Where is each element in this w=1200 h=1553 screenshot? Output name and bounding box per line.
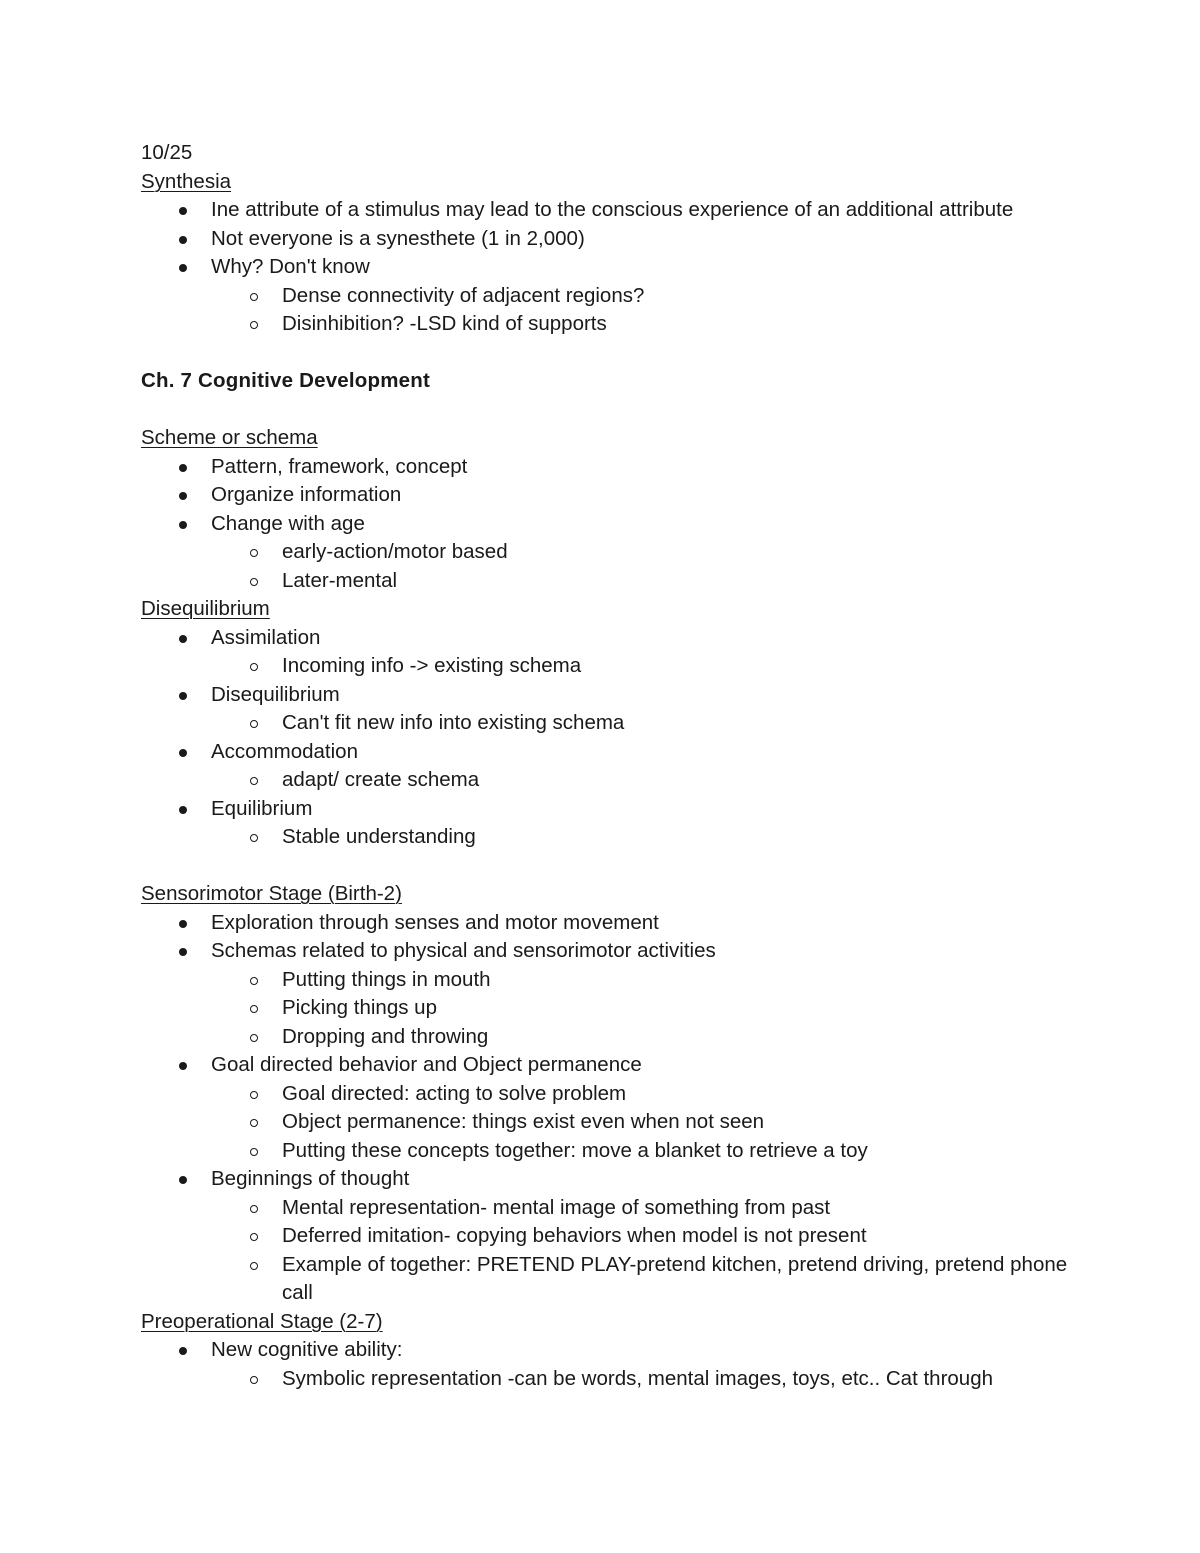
sub-list-item-text: Dropping and throwing xyxy=(282,1024,489,1048)
list-item-text: Assimilation xyxy=(211,625,321,649)
hollow-bullet-icon xyxy=(250,1233,258,1241)
filled-bullet-icon xyxy=(179,207,187,215)
sub-list-item-text: Mental representation- mental image of something from past xyxy=(282,1195,831,1219)
sub-bullet-list xyxy=(211,538,1081,595)
list-item xyxy=(141,196,1081,225)
list-item-text: New cognitive ability: xyxy=(211,1338,403,1361)
filled-bullet-icon xyxy=(179,1176,187,1184)
hollow-bullet-icon xyxy=(250,1119,258,1127)
sub-list-item xyxy=(141,1251,1081,1308)
filled-bullet-icon xyxy=(179,692,187,700)
filled-bullet-icon xyxy=(179,464,187,472)
bullet-list xyxy=(141,909,1081,1308)
hollow-bullet-icon xyxy=(250,977,258,985)
document-page xyxy=(141,139,1081,1393)
hollow-bullet-icon xyxy=(250,1005,258,1013)
sub-list-item xyxy=(141,1194,1081,1223)
list-item xyxy=(141,738,1081,795)
list-item-text: Beginnings of thought xyxy=(211,1167,410,1190)
sub-list-item-text: Symbolic representation -can be words, mental images, toys, etc.. Cat through xyxy=(282,1366,994,1390)
list-item-text: Equilibrium xyxy=(211,796,313,820)
list-item xyxy=(141,937,1081,1051)
list-item xyxy=(141,1165,1081,1308)
list-item-text: Schemas related to physical and sensorimotor activities xyxy=(211,939,716,962)
sub-list-item xyxy=(141,282,1081,311)
list-item-text: Organize information xyxy=(211,483,402,506)
filled-bullet-icon xyxy=(179,521,187,529)
sub-list-item-text: adapt/ create schema xyxy=(282,768,480,791)
sub-list-item xyxy=(141,1023,1081,1052)
sub-list-item xyxy=(141,652,1081,681)
section-heading-disequilibrium: Disequilibrium xyxy=(141,597,270,620)
hollow-bullet-icon xyxy=(250,1262,258,1270)
date-label: 10/25 xyxy=(141,141,193,164)
sub-list-item-text: Stable understanding xyxy=(282,825,476,848)
sub-list-item-text: Can't fit new info into existing schema xyxy=(282,711,625,734)
filled-bullet-icon xyxy=(179,948,187,956)
sub-list-item-text: Putting these concepts together: move a blanket to retrieve a toy xyxy=(282,1138,868,1162)
hollow-bullet-icon xyxy=(250,834,258,842)
list-item xyxy=(141,225,1081,254)
filled-bullet-icon xyxy=(179,920,187,928)
sub-list-item xyxy=(141,310,1081,339)
list-item-text: Why? Don't know xyxy=(211,255,370,278)
sub-list-item xyxy=(141,1365,1081,1394)
list-item xyxy=(141,624,1081,681)
sub-list-item xyxy=(141,1137,1081,1166)
sub-list-item-text: Dense connectivity of adjacent regions? xyxy=(282,283,645,307)
filled-bullet-icon xyxy=(179,1347,187,1355)
hollow-bullet-icon xyxy=(250,1205,258,1213)
sub-bullet-list xyxy=(211,1365,1081,1394)
chapter-title: Ch. 7 Cognitive Development xyxy=(141,369,431,392)
sub-bullet-list xyxy=(211,966,1081,1052)
list-item-text: Change with age xyxy=(211,511,365,535)
sub-list-item xyxy=(141,538,1081,567)
spacer xyxy=(141,852,1081,881)
filled-bullet-icon xyxy=(179,236,187,244)
sub-bullet-list xyxy=(211,823,1081,852)
hollow-bullet-icon xyxy=(250,578,258,586)
sub-list-item xyxy=(141,766,1081,795)
section-heading-synthesia: Synthesia xyxy=(141,169,232,193)
filled-bullet-icon xyxy=(179,492,187,500)
section-heading-sensorimotor: Sensorimotor Stage (Birth-2) xyxy=(141,882,402,905)
sub-list-item-text: Deferred imitation- copying behaviors when model is not present xyxy=(282,1224,867,1247)
bullet-list xyxy=(141,624,1081,852)
list-item xyxy=(141,481,1081,510)
spacer xyxy=(141,396,1081,425)
sub-list-item-text: Putting things in mouth xyxy=(282,967,491,991)
list-item xyxy=(141,510,1081,596)
bullet-list xyxy=(141,196,1081,339)
sub-list-item-text: Object permanence: things exist even when not seen xyxy=(282,1110,765,1133)
hollow-bullet-icon xyxy=(250,321,258,329)
hollow-bullet-icon xyxy=(250,663,258,671)
sub-bullet-list xyxy=(211,652,1081,681)
sub-bullet-list xyxy=(211,766,1081,795)
sub-bullet-list xyxy=(211,709,1081,738)
bullet-list xyxy=(141,453,1081,596)
sub-list-item-text: Goal directed: acting to solve problem xyxy=(282,1081,627,1105)
list-item xyxy=(141,795,1081,852)
sub-list-item-text: Disinhibition? -LSD kind of supports xyxy=(282,312,607,335)
sub-list-item-text: Later-mental xyxy=(282,568,398,592)
section-heading-preoperational: Preoperational Stage (2-7) xyxy=(141,1309,383,1333)
list-item-text: Not everyone is a synesthete (1 in 2,000) xyxy=(211,226,585,250)
sub-bullet-list xyxy=(211,1194,1081,1308)
filled-bullet-icon xyxy=(179,806,187,814)
sub-list-item xyxy=(141,823,1081,852)
list-item xyxy=(141,1051,1081,1165)
sub-list-item-text: Example of together: PRETEND PLAY-pretend kitchen, pretend driving, pretend phone call xyxy=(282,1252,1068,1304)
list-item-text: Goal directed behavior and Object permanence xyxy=(211,1053,642,1076)
list-item-text: Disequilibrium xyxy=(211,682,340,706)
sub-bullet-list xyxy=(211,282,1081,339)
sub-list-item xyxy=(141,1108,1081,1137)
section-heading-scheme: Scheme or schema xyxy=(141,426,318,449)
list-item xyxy=(141,453,1081,482)
list-item xyxy=(141,681,1081,738)
filled-bullet-icon xyxy=(179,1062,187,1070)
sub-list-item xyxy=(141,567,1081,596)
list-item xyxy=(141,253,1081,339)
sub-list-item-text: Picking things up xyxy=(282,996,437,1019)
hollow-bullet-icon xyxy=(250,777,258,785)
filled-bullet-icon xyxy=(179,749,187,757)
list-item-text: Accommodation xyxy=(211,739,358,763)
hollow-bullet-icon xyxy=(250,1148,258,1156)
filled-bullet-icon xyxy=(179,635,187,643)
hollow-bullet-icon xyxy=(250,549,258,557)
spacer xyxy=(141,339,1081,368)
hollow-bullet-icon xyxy=(250,1034,258,1042)
hollow-bullet-icon xyxy=(250,1376,258,1384)
sub-list-item xyxy=(141,1222,1081,1251)
list-item-text: Exploration through senses and motor movement xyxy=(211,910,659,934)
sub-list-item xyxy=(141,709,1081,738)
list-item-text: Ine attribute of a stimulus may lead to the conscious experience of an additional attribute xyxy=(211,198,1014,221)
bullet-list xyxy=(141,1336,1081,1393)
filled-bullet-icon xyxy=(179,264,187,272)
sub-list-item xyxy=(141,1080,1081,1109)
sub-list-item xyxy=(141,994,1081,1023)
hollow-bullet-icon xyxy=(250,1091,258,1099)
sub-list-item xyxy=(141,966,1081,995)
hollow-bullet-icon xyxy=(250,293,258,301)
list-item xyxy=(141,1336,1081,1393)
sub-list-item-text: early-action/motor based xyxy=(282,540,508,563)
list-item xyxy=(141,909,1081,938)
hollow-bullet-icon xyxy=(250,720,258,728)
list-item-text: Pattern, framework, concept xyxy=(211,454,468,478)
sub-bullet-list xyxy=(211,1080,1081,1166)
sub-list-item-text: Incoming info -> existing schema xyxy=(282,654,582,677)
